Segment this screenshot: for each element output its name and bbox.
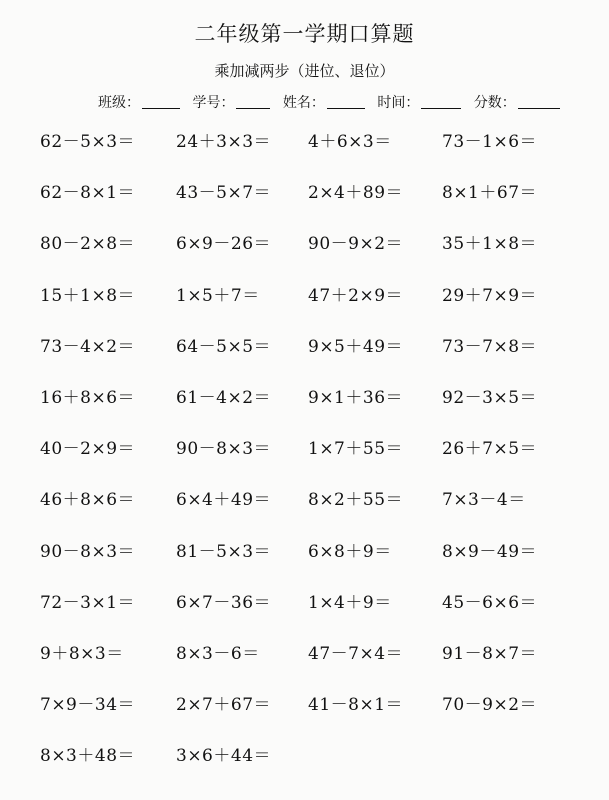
worksheet-subtitle: 乘加减两步（进位、退位）	[214, 62, 395, 80]
name-field	[283, 92, 365, 112]
problem-item[interactable]: 4＋6×3＝	[308, 132, 392, 152]
problem-item[interactable]: 61－4×2＝	[176, 387, 272, 408]
problem-item[interactable]: 62－5×3＝	[40, 132, 136, 152]
time-label: 时间：	[377, 95, 420, 111]
problem-item[interactable]: 35＋1×8＝	[442, 234, 538, 255]
problem-item[interactable]: 70－9×2＝	[442, 695, 538, 716]
problem-item[interactable]: 62－8×1＝	[40, 183, 136, 204]
problem-item[interactable]: 80－2×8＝	[40, 234, 136, 255]
problem-item[interactable]: 64－5×5＝	[176, 336, 272, 357]
problem-item[interactable]: 8×3＋48＝	[40, 746, 136, 767]
name-blank[interactable]	[327, 94, 365, 109]
problem-item[interactable]: 24＋3×3＝	[176, 132, 272, 152]
problem-item[interactable]: 29＋7×9＝	[442, 285, 538, 306]
problem-item[interactable]: 6×9－26＝	[176, 234, 272, 255]
problem-item[interactable]: 73－1×6＝	[442, 132, 538, 152]
problem-item[interactable]: 90－9×2＝	[308, 234, 404, 255]
problem-item[interactable]: 2×4＋89＝	[308, 183, 404, 204]
problem-item[interactable]: 73－4×2＝	[40, 336, 136, 357]
time-field	[377, 92, 461, 112]
problem-item[interactable]: 8×9－49＝	[442, 541, 538, 562]
problem-item[interactable]: 91－8×7＝	[442, 643, 538, 664]
problem-item[interactable]: 26＋7×5＝	[442, 439, 538, 460]
problem-item[interactable]: 6×8＋9＝	[308, 541, 392, 562]
problem-item[interactable]: 1×4＋9＝	[308, 592, 392, 613]
time-blank[interactable]	[421, 94, 461, 109]
student-number-label: 学号：	[192, 95, 235, 111]
worksheet-title: 二年级第一学期口算题	[194, 22, 415, 46]
problem-item[interactable]: 1×5＋7＝	[176, 285, 260, 306]
problem-item[interactable]: 6×7－36＝	[176, 592, 272, 613]
problem-item[interactable]: 92－3×5＝	[442, 387, 538, 408]
problem-item[interactable]: 1×7＋55＝	[308, 439, 404, 460]
problem-item[interactable]: 90－8×3＝	[40, 541, 136, 562]
problem-grid	[40, 128, 580, 793]
problem-item[interactable]: 47＋2×9＝	[308, 285, 404, 306]
problem-item[interactable]: 72－3×1＝	[40, 592, 136, 613]
class-field	[98, 92, 180, 112]
problem-item[interactable]: 16＋8×6＝	[40, 387, 136, 408]
problem-item[interactable]: 47－7×4＝	[308, 643, 404, 664]
problem-item[interactable]: 7×3－4＝	[442, 490, 526, 511]
problem-item[interactable]: 81－5×3＝	[176, 541, 272, 562]
problem-item[interactable]: 8×3－6＝	[176, 643, 260, 664]
problem-item[interactable]: 9×1＋36＝	[308, 387, 404, 408]
problem-item[interactable]: 15＋1×8＝	[40, 285, 136, 306]
student-number-field	[192, 92, 270, 112]
problem-item[interactable]: 41－8×1＝	[308, 695, 404, 716]
score-field	[474, 92, 560, 112]
problem-item[interactable]: 73－7×8＝	[442, 336, 538, 357]
problem-item[interactable]: 43－5×7＝	[176, 183, 272, 204]
class-blank[interactable]	[142, 94, 180, 109]
class-label: 班级：	[98, 95, 140, 111]
problem-item[interactable]: 90－8×3＝	[176, 439, 272, 460]
problem-item[interactable]: 3×6＋44＝	[176, 746, 272, 767]
problem-item[interactable]: 46＋8×6＝	[40, 490, 136, 511]
name-label: 姓名：	[282, 95, 325, 111]
problem-item[interactable]: 9＋8×3＝	[40, 643, 124, 664]
problem-item[interactable]: 2×7＋67＝	[176, 695, 272, 716]
student-info-row	[98, 92, 549, 112]
score-blank[interactable]	[518, 94, 560, 109]
problem-item[interactable]: 6×4＋49＝	[176, 490, 272, 511]
student-number-blank[interactable]	[236, 94, 270, 109]
problem-item[interactable]: 8×1＋67＝	[442, 183, 538, 204]
score-label: 分数：	[473, 95, 516, 111]
problem-item[interactable]: 45－6×6＝	[442, 592, 538, 613]
problem-item[interactable]: 8×2＋55＝	[308, 490, 404, 511]
problem-item[interactable]: 9×5＋49＝	[308, 336, 404, 357]
problem-item[interactable]: 40－2×9＝	[40, 439, 136, 460]
problem-item[interactable]: 7×9－34＝	[40, 695, 136, 716]
